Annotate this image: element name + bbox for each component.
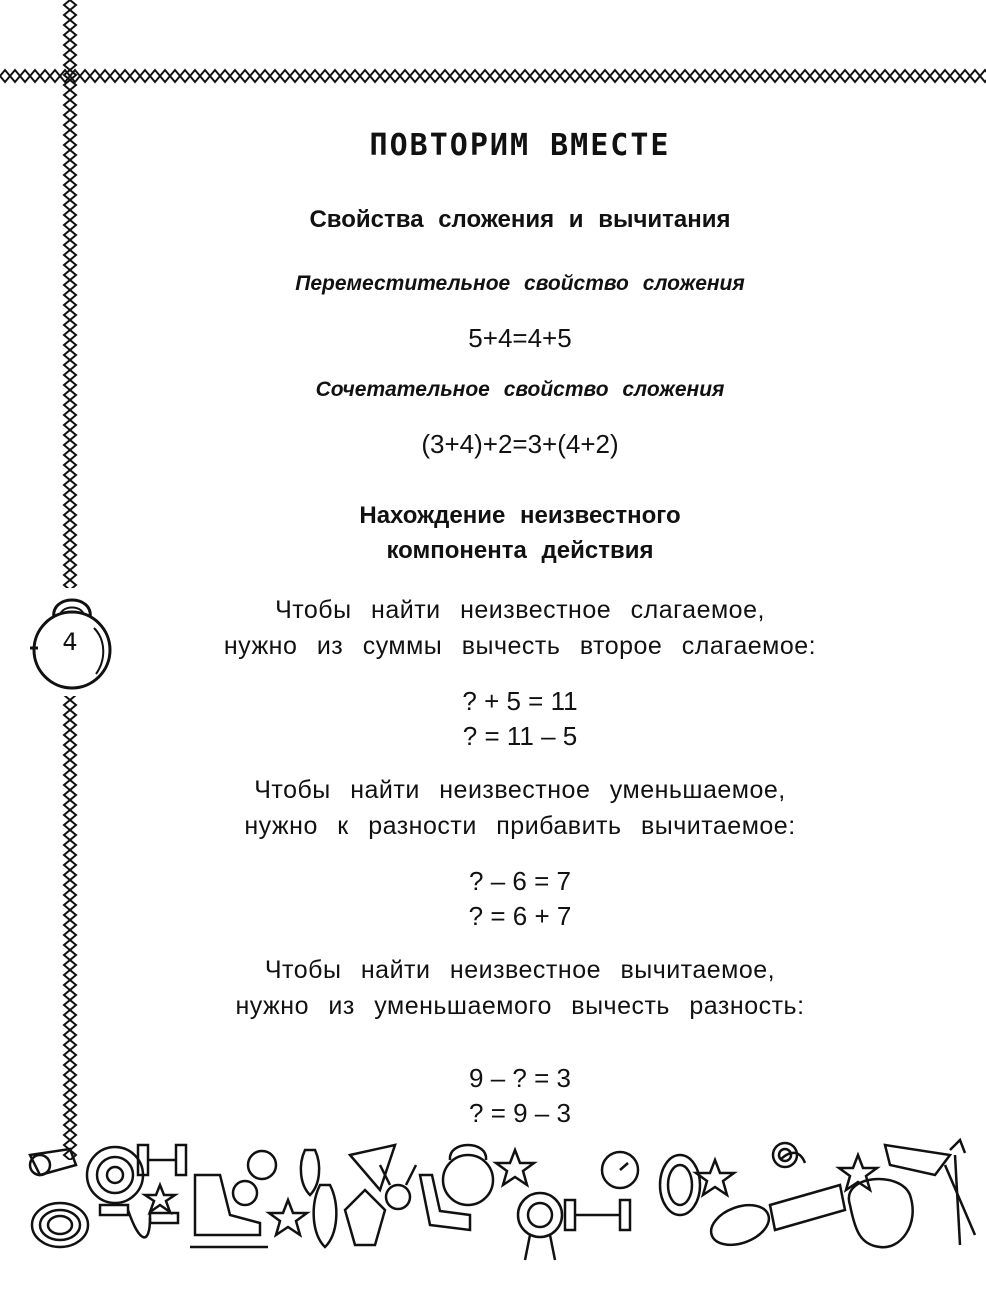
rule-subtrahend-line2: нужно из уменьшаемого вычесть разность:	[235, 992, 805, 1020]
rule-subtrahend-example1: 9 – ? = 3	[469, 1063, 571, 1093]
page-number: 4	[62, 628, 78, 656]
commutative-formula: 5+4=4+5	[468, 323, 572, 353]
page-title: ПОВТОРИМ ВМЕСТЕ	[369, 128, 671, 163]
barbell-icon	[565, 1200, 630, 1230]
section-heading-unknown-line1: Нахождение неизвестного	[359, 502, 681, 529]
stopwatch-icon	[602, 1152, 638, 1188]
bowling-pins-icon	[301, 1150, 336, 1247]
american-football-icon	[706, 1198, 775, 1252]
target-icon	[87, 1147, 143, 1203]
commutative-property-heading: Переместительное свойство сложения	[295, 272, 745, 295]
associative-formula: (3+4)+2=3+(4+2)	[421, 429, 619, 459]
rule-subtrahend-line1: Чтобы найти неизвестное вычитаемое,	[264, 956, 776, 984]
flag-icon	[885, 1145, 950, 1175]
section-heading-properties: Свойства сложения и вычитания	[309, 206, 731, 233]
swim-goggles-icon	[660, 1155, 700, 1215]
top-chain-border	[0, 68, 986, 84]
dumbbell-icon	[138, 1145, 186, 1175]
ball-icon	[233, 1151, 276, 1205]
star-icon	[145, 1185, 175, 1212]
star-icon-3	[496, 1150, 534, 1185]
hockey-stick-icon	[420, 1175, 470, 1230]
rule-minuend-example2: ? = 6 + 7	[468, 901, 572, 931]
rule-subtrahend-example2: ? = 9 – 3	[469, 1098, 571, 1128]
coiled-rope-icon	[32, 1203, 88, 1247]
sports-equipment-footer-illustration	[0, 1135, 986, 1265]
rule-addend-line2: нужно из суммы вычесть второе слагаемое:	[223, 632, 817, 660]
rosette-award-icon	[518, 1193, 562, 1260]
associative-property-heading: Сочетательное свойство сложения	[315, 378, 725, 401]
rule-addend-example1: ? + 5 = 11	[462, 686, 578, 716]
rule-minuend-line1: Чтобы найти неизвестное уменьшаемое,	[254, 776, 786, 804]
boxing-glove-icon	[849, 1179, 913, 1247]
rule-addend-example2: ? = 11 – 5	[462, 721, 578, 751]
star-icon-2	[269, 1200, 307, 1235]
flippers-icon	[770, 1153, 845, 1230]
rule-minuend-line2: нужно к разности прибавить вычитаемое:	[244, 812, 796, 840]
kettlebell-icon	[443, 1145, 493, 1205]
star-icon-4	[696, 1160, 734, 1195]
shuttlecock-icon	[345, 1190, 385, 1245]
whistle-icon	[30, 1149, 76, 1175]
ice-skate-icon	[190, 1175, 268, 1247]
rule-addend-line1: Чтобы найти неизвестное слагаемое,	[275, 596, 765, 624]
section-heading-unknown-line2: компонента действия	[386, 537, 654, 564]
rule-minuend-example1: ? – 6 = 7	[469, 866, 571, 896]
